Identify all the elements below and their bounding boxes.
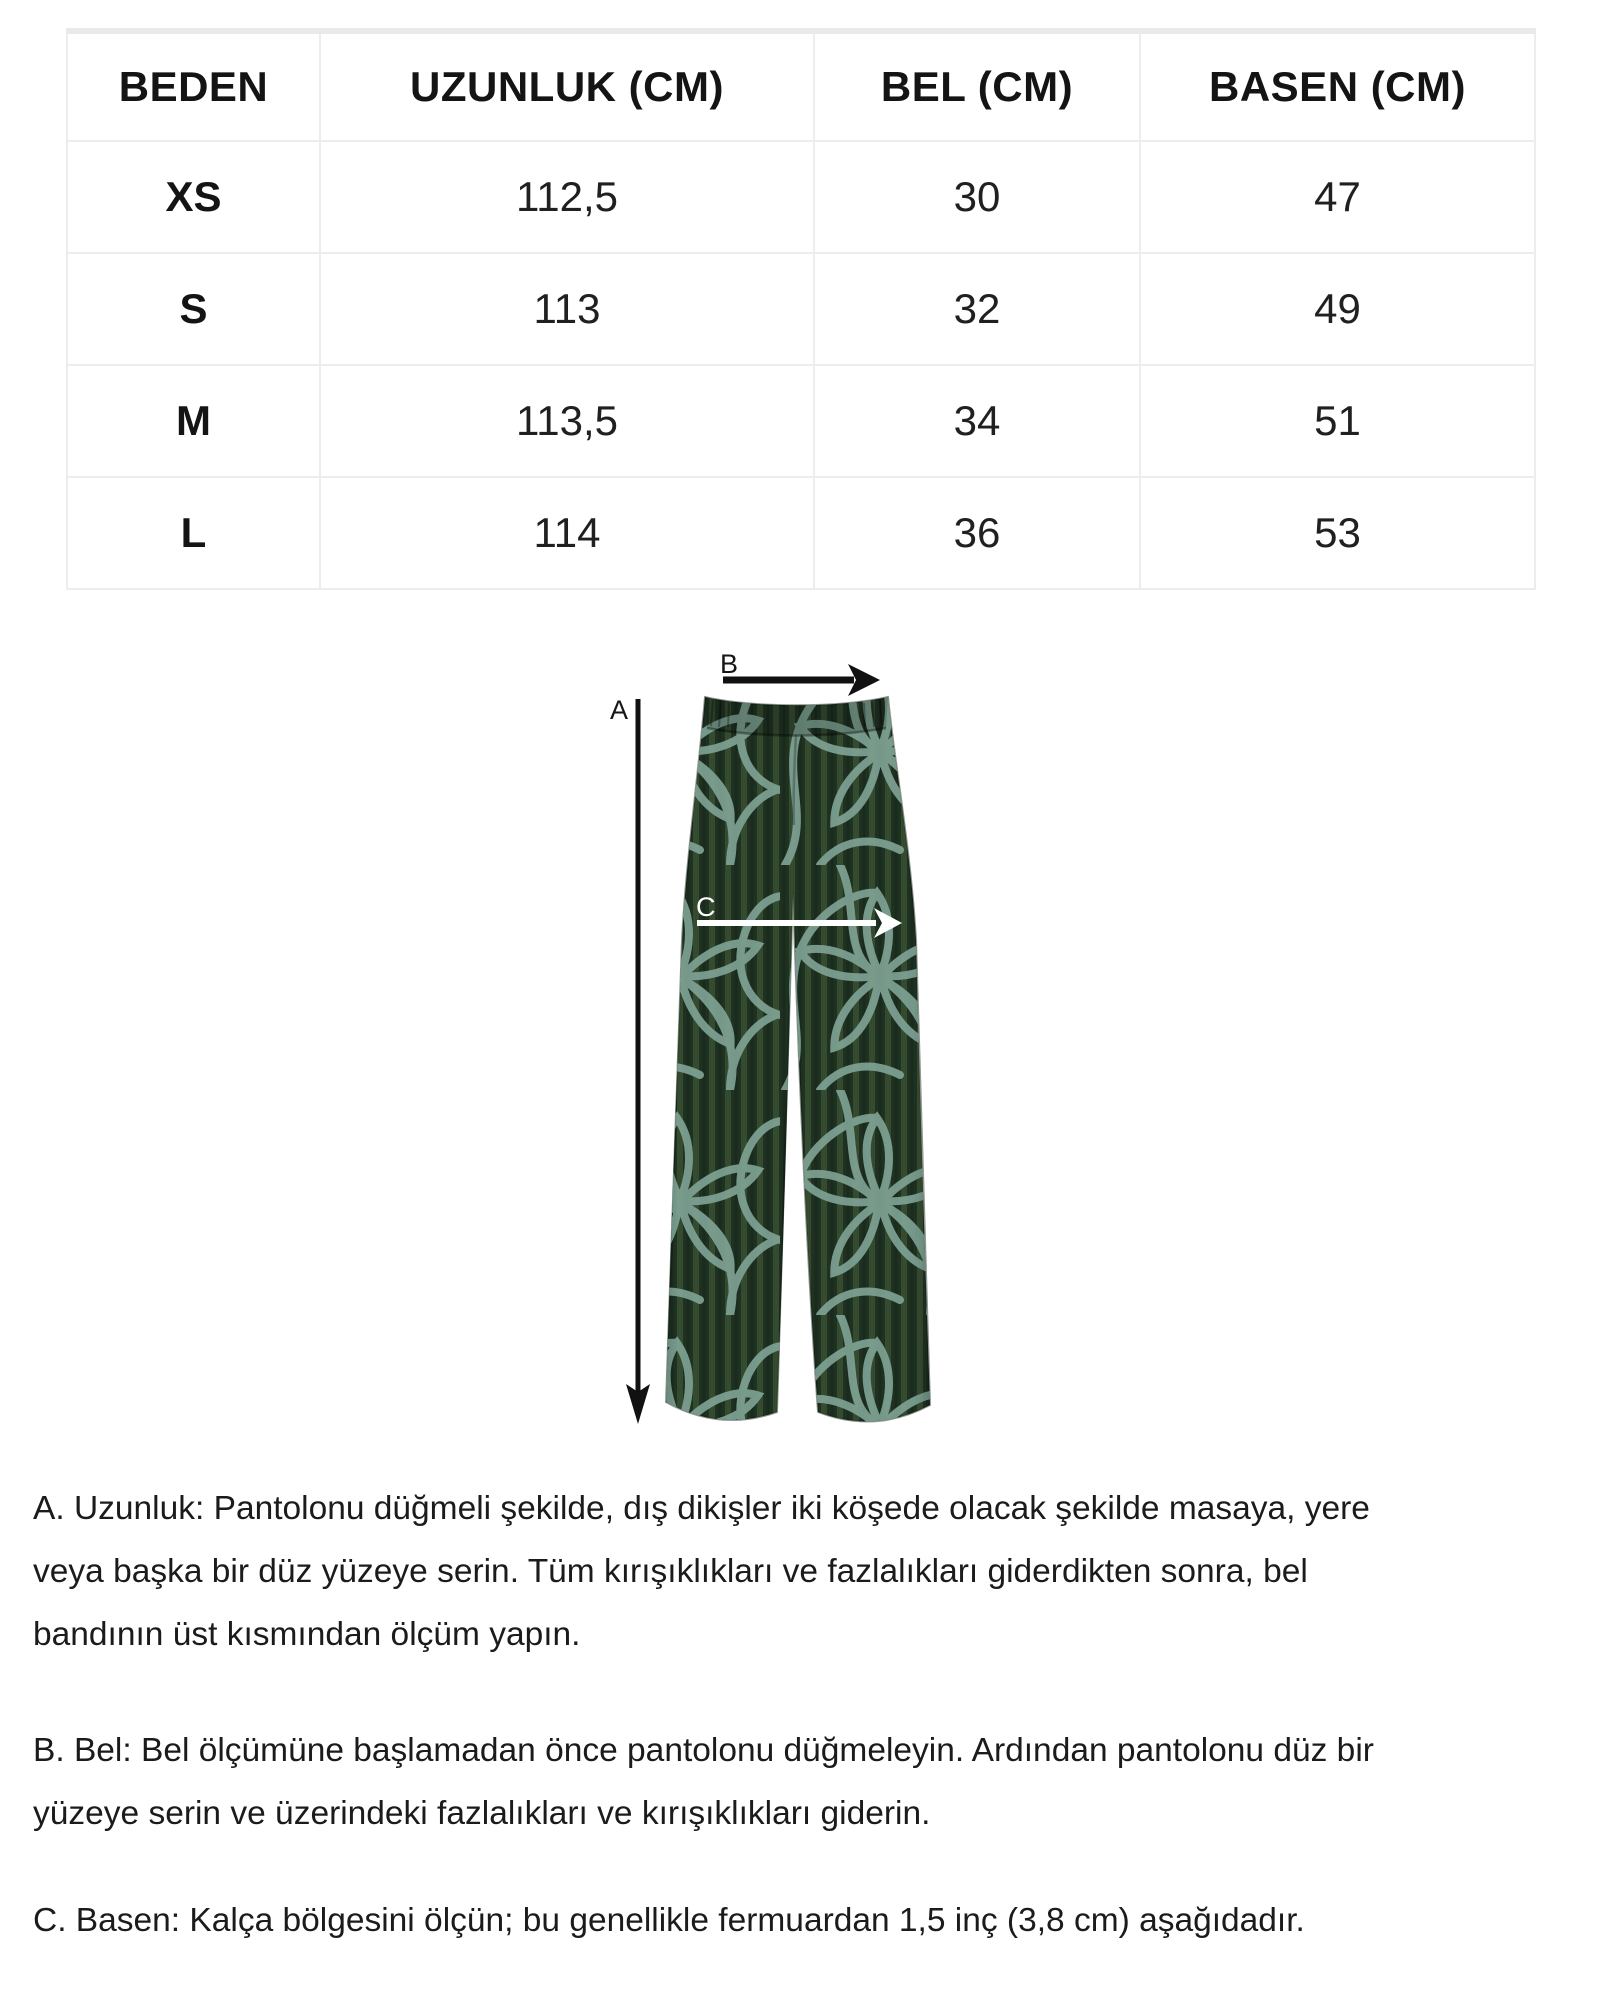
instruction-paragraph-b <box>33 1719 1573 1845</box>
cell-basen: 49 <box>1140 253 1535 365</box>
cell-basen: 51 <box>1140 365 1535 477</box>
instruction-line: C. Basen: Kalça bölgesini ölçün; bu genellikle fermuardan 1,5 inç (3,8 cm) aşağıdadır. <box>33 1902 1305 1939</box>
column-header-uzunluk: UZUNLUK (CM) <box>320 31 814 141</box>
size-table <box>66 28 1536 590</box>
cell-size: XS <box>67 141 320 253</box>
cell-bel: 34 <box>814 365 1140 477</box>
instruction-line: bandının üst kısmından ölçüm yapın. <box>33 1616 581 1653</box>
instruction-line: A. Uzunluk: Pantolonu düğmeli şekilde, dış dikişler iki köşede olacak şekilde masaya, yere <box>33 1490 1370 1527</box>
column-header-bel: BEL (CM) <box>814 31 1140 141</box>
label-b: B <box>720 649 739 679</box>
cell-uzunluk: 113 <box>320 253 814 365</box>
table-row-m <box>67 365 1535 477</box>
cell-basen: 53 <box>1140 477 1535 589</box>
instruction-line: yüzeye serin ve üzerindeki fazlalıkları ve kırışıklıkları giderin. <box>33 1795 931 1832</box>
table-header-row <box>67 31 1535 141</box>
waist-arrow-b <box>723 664 880 696</box>
label-a: A <box>610 695 629 725</box>
length-arrow-a <box>626 699 650 1424</box>
column-header-beden: BEDEN <box>67 31 320 141</box>
instruction-paragraph-a <box>33 1477 1573 1666</box>
label-c: C <box>696 892 716 922</box>
table-row-xs <box>67 141 1535 253</box>
table-row-s <box>67 253 1535 365</box>
measurement-figure <box>580 640 960 1460</box>
cell-uzunluk: 112,5 <box>320 141 814 253</box>
cell-bel: 36 <box>814 477 1140 589</box>
instruction-paragraph-c <box>33 1889 1573 1952</box>
instruction-line: veya başka bir düz yüzeye serin. Tüm kırışıklıkları ve fazlalıkları giderdikten sonra, bel <box>33 1553 1308 1590</box>
cell-size: S <box>67 253 320 365</box>
cell-uzunluk: 114 <box>320 477 814 589</box>
pants-fabric-texture <box>640 680 950 1450</box>
cell-size: M <box>67 365 320 477</box>
cell-bel: 32 <box>814 253 1140 365</box>
instruction-line: B. Bel: Bel ölçümüne başlamadan önce pantolonu düğmeleyin. Ardından pantolonu düz bir <box>33 1732 1374 1769</box>
cell-size: L <box>67 477 320 589</box>
table-row-l <box>67 477 1535 589</box>
cell-uzunluk: 113,5 <box>320 365 814 477</box>
column-header-basen: BASEN (CM) <box>1140 31 1535 141</box>
cell-bel: 30 <box>814 141 1140 253</box>
cell-basen: 47 <box>1140 141 1535 253</box>
